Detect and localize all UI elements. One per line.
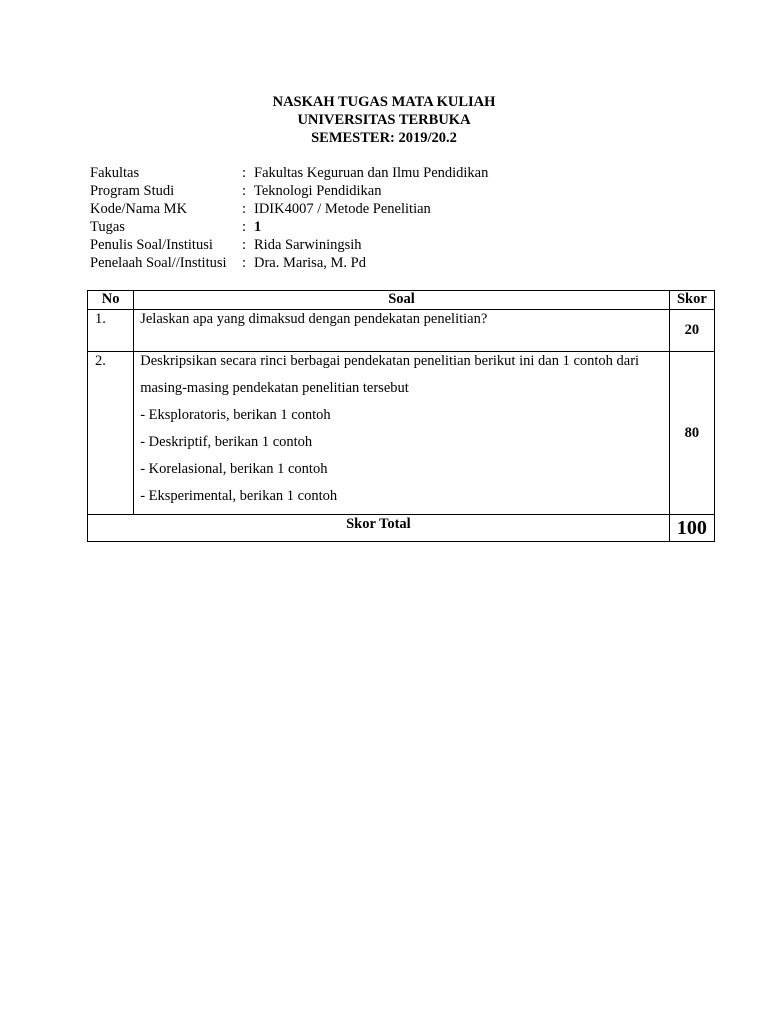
meta-value: Fakultas Keguruan dan Ilmu Pendidikan [254,165,489,181]
meta-value: IDIK4007 / Metode Penelitian [254,201,431,217]
question-line: masing-masing pendekatan penelitian tersebut [140,380,409,396]
meta-colon: : [242,237,247,253]
meta-label: Fakultas [90,165,140,181]
table-row [88,352,715,515]
question-text [134,352,670,515]
question-line: - Deskriptif, berikan 1 contoh [140,434,313,450]
header-semester: SEMESTER: 2019/20.2 [311,130,457,146]
header-soal: Soal [134,291,670,310]
meta-colon: : [242,219,247,235]
total-value: 100 [669,515,714,542]
question-text [134,310,670,352]
table-header-row [88,291,715,310]
meta-row-program-studi [90,182,488,200]
course-metadata [90,164,488,272]
question-number: 1. [88,310,134,352]
question-line: - Korelasional, berikan 1 contoh [140,461,328,477]
header-title: NASKAH TUGAS MATA KULIAH [272,94,496,110]
total-row [88,515,715,542]
meta-colon: : [242,165,247,181]
meta-row-tugas [90,218,488,236]
question-table [87,290,715,542]
total-label: Skor Total [88,515,670,542]
question-line: - Eksperimental, berikan 1 contoh [140,488,338,504]
meta-colon: : [242,255,247,271]
question-line: - Eksploratoris, berikan 1 contoh [140,407,331,423]
meta-value: Teknologi Pendidikan [254,183,382,199]
meta-row-penelaah [90,254,488,272]
header-institution: UNIVERSITAS TERBUKA [297,112,471,128]
question-score: 80 [669,352,714,515]
meta-value: Rida Sarwiningsih [254,237,362,253]
meta-row-kode-nama-mk [90,200,488,218]
question-line: Deskripsikan secara rinci berbagai pendekatan penelitian berikut ini dan 1 contoh dari [140,353,640,369]
meta-label: Program Studi [90,183,175,199]
meta-label: Kode/Nama MK [90,201,188,217]
meta-row-fakultas [90,164,488,182]
meta-label: Penulis Soal/Institusi [90,237,213,253]
meta-value: 1 [254,219,262,235]
document-header [0,93,768,147]
meta-colon: : [242,201,247,217]
meta-row-penulis [90,236,488,254]
question-number: 2. [88,352,134,515]
table-row [88,310,715,352]
meta-colon: : [242,183,247,199]
header-no: No [88,291,134,310]
meta-label: Penelaah Soal//Institusi [90,255,227,271]
header-skor: Skor [669,291,714,310]
question-line: Jelaskan apa yang dimaksud dengan pendekatan penelitian? [140,311,488,327]
question-score: 20 [669,310,714,352]
meta-label: Tugas [90,219,125,235]
meta-value: Dra. Marisa, M. Pd [254,255,366,271]
